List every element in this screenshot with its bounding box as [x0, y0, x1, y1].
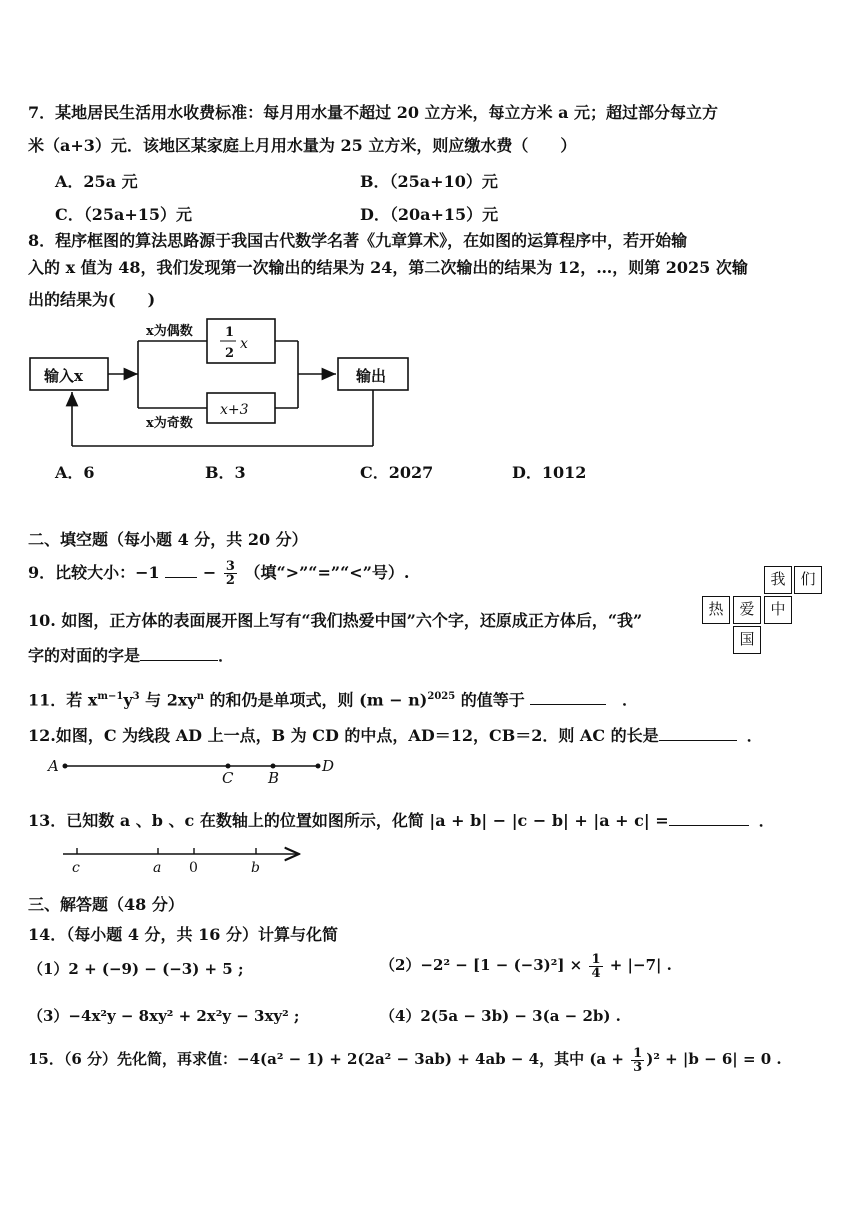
- q7-line2: 米（a+3）元．该地区某家庭上月用水量为 25 立方米，则应缴水费（ ）: [28, 136, 577, 155]
- q11-end: ．: [621, 690, 638, 710]
- segment-label-a: A: [48, 757, 59, 775]
- q14-title: 14．（每小题 4 分，共 16 分）计算与化简: [28, 925, 338, 944]
- q7-option-d: D．（20a+15）元: [360, 205, 499, 224]
- flowchart-diagram: [20, 315, 420, 455]
- q8-option-c: C．2027: [360, 463, 434, 482]
- segment-label-b: B: [268, 769, 280, 786]
- q10-line2-end: ．: [218, 646, 235, 665]
- numline-label-0: 0: [189, 860, 198, 876]
- q9-frac-num: 3: [225, 559, 235, 574]
- q13-text: 13．已知数 a 、b 、c 在数轴上的位置如图所示，化简 |a + b| − |c − b| + |a + c| =: [28, 811, 669, 830]
- flow-even-var: x: [240, 336, 248, 352]
- q8-line1: 8．程序框图的算法思路源于我国古代数学名著《九章算术》，在如图的运算程序中，若开始输: [28, 231, 688, 250]
- cube-face-ai: 爱: [733, 596, 761, 624]
- q11-prefix: 11．若 x: [28, 690, 98, 710]
- q11-exp4: 2025: [427, 691, 456, 702]
- q11-line: [28, 684, 638, 713]
- q11-mid1: y: [123, 690, 133, 710]
- q14-part3: （3）−4x²y − 8xy² + 2x²y − 3xy² ;: [28, 1007, 300, 1025]
- segment-diagram: [40, 752, 350, 786]
- q14-part2-den: 4: [591, 965, 601, 981]
- q7-line1: 7．某地居民生活用水收费标准：每月用水量不超过 20 立方米，每立方米 a 元；超过部分每立方: [28, 103, 719, 122]
- segment-label-d: D: [322, 757, 335, 775]
- q15-fraction: [631, 1047, 644, 1074]
- segment-label-c: C: [222, 769, 234, 786]
- q11-exp1: m−1: [97, 691, 124, 702]
- q10-answer-blank[interactable]: [140, 644, 218, 661]
- numline-label-a: a: [153, 860, 162, 876]
- q11-mid2: 与 2xy: [139, 690, 197, 710]
- cube-face-zhong: 中: [764, 596, 792, 624]
- flow-even-den: 2: [225, 346, 235, 361]
- cube-face-re: 热: [702, 596, 730, 624]
- cube-face-men: 们: [794, 566, 822, 594]
- q9-prefix: 9．比较大小：−1: [28, 563, 160, 582]
- q14-part2-suffix: + |−7| .: [609, 956, 672, 974]
- q15-line: [28, 1044, 782, 1074]
- q8-line3: 出的结果为( ): [28, 290, 156, 309]
- q9-frac-den: 2: [225, 573, 235, 588]
- q11-suffix: 的值等于: [455, 690, 525, 710]
- q13-answer-blank[interactable]: [669, 809, 749, 826]
- q15-prefix: 15．（6 分）先化简，再求值：−4(a² − 1) + 2(2a² − 3ab) + 4ab − 4，其中 (a +: [28, 1050, 624, 1068]
- flow-even-label: x为偶数: [146, 324, 193, 339]
- q8-line2: 入的 x 值为 48，我们发现第一次输出的结果为 24，第二次输出的结果为 12，…，则第 2025 次输: [28, 258, 748, 277]
- cube-net: [700, 566, 830, 656]
- q8-option-b: B．3: [205, 463, 246, 482]
- q9-answer-blank[interactable]: [165, 561, 197, 578]
- q14-part1: （1）2 + (−9) − (−3) + 5 ;: [28, 960, 244, 978]
- q14-part4: （4）2(5a − 3b) − 3(a − 2b) .: [380, 1007, 621, 1025]
- cube-face-guo: 国: [733, 626, 761, 654]
- q14-part2-fraction: [589, 953, 602, 980]
- q10-line2-text: 字的对面的字是: [28, 646, 141, 665]
- q10-line1: 10. 如图，正方体的表面展开图上写有“我们热爱中国”六个字，还原成正方体后，“我”: [28, 611, 643, 630]
- q7-option-b: B．（25a+10）元: [360, 172, 498, 191]
- flow-output-label: 输出: [356, 367, 387, 385]
- q14-part2: [380, 950, 672, 980]
- q14-part2-prefix: （2）−2² − [1 − (−3)²] ×: [380, 956, 583, 974]
- q9-line: [28, 558, 409, 588]
- flow-odd-label: x为奇数: [146, 416, 193, 431]
- flow-input-label: 输入x: [44, 367, 83, 385]
- numline-label-c: c: [72, 860, 80, 876]
- q11-mid3: 的和仍是单项式，则 (m − n): [203, 690, 428, 710]
- q12-end: ．: [746, 726, 763, 745]
- q15-frac-den: 3: [633, 1059, 643, 1075]
- q10-line2: [28, 643, 234, 666]
- q14-part2-num: 1: [591, 951, 601, 967]
- section3-title: 三、解答题（48 分）: [28, 895, 184, 914]
- q11-exp3: n: [196, 691, 204, 702]
- q11-exp2: 3: [132, 691, 140, 702]
- q9-minus: −: [202, 563, 217, 582]
- q15-suffix: )² + |b − 6| = 0 .: [646, 1050, 782, 1068]
- q11-answer-blank[interactable]: [530, 688, 606, 705]
- q13-end: ．: [758, 811, 775, 830]
- flow-odd-expr: x+3: [220, 402, 249, 418]
- q7-option-a: A．25a 元: [55, 172, 138, 191]
- q13-line: [28, 808, 775, 831]
- numline-label-b: b: [251, 860, 260, 876]
- number-line: [55, 842, 315, 878]
- q9-suffix: （填“>”“=”“<”号）.: [244, 563, 410, 582]
- q8-option-d: D．1012: [512, 463, 587, 482]
- q8-option-a: A．6: [55, 463, 95, 482]
- q12-text: 12.如图，C 为线段 AD 上一点，B 为 CD 的中点，AD＝12，CB＝2．则 AC 的长是: [28, 726, 659, 745]
- q15-frac-num: 1: [633, 1045, 643, 1061]
- q12-answer-blank[interactable]: [659, 724, 737, 741]
- section2-title: 二、填空题（每小题 4 分，共 20 分）: [28, 530, 308, 549]
- cube-face-wo: 我: [764, 566, 792, 594]
- flow-even-num: 1: [225, 325, 235, 340]
- q7-option-c: C．（25a+15）元: [55, 205, 193, 224]
- q9-fraction: [224, 560, 237, 587]
- q12-line: [28, 723, 763, 746]
